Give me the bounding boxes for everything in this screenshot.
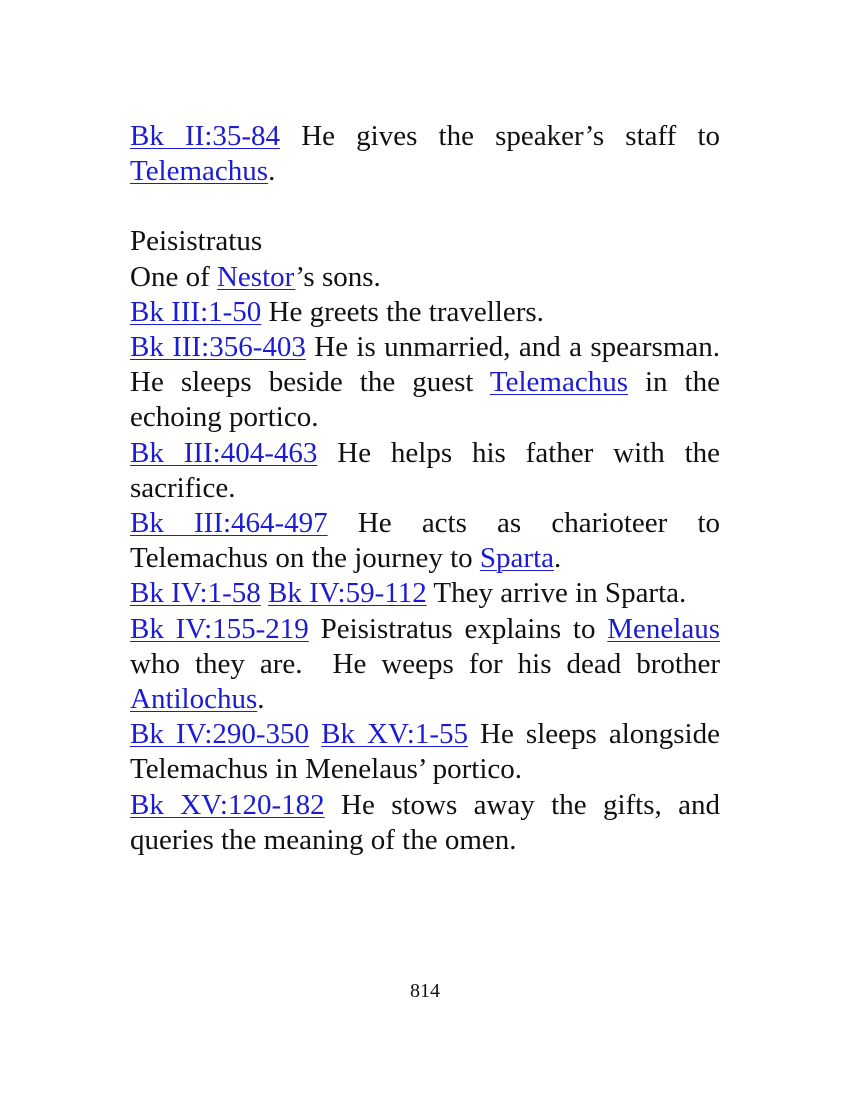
entry-text: .: [257, 683, 265, 716]
entry: [130, 436, 720, 506]
ref-link-bk3-464-497[interactable]: Bk III:464-497: [130, 507, 328, 540]
intro-line: [130, 260, 720, 295]
entry-top: [130, 119, 720, 189]
page-body: [130, 119, 728, 858]
entry: [130, 576, 720, 611]
entry-text: Peisistratus explains to: [308, 612, 608, 645]
ref-link-bk2-35-84[interactable]: Bk II:35-84: [130, 120, 281, 152]
ref-link-bk4-155-219[interactable]: Bk IV:155-219: [130, 612, 309, 645]
entry: [130, 330, 720, 436]
entry-text: They arrive in Sparta.: [426, 577, 687, 610]
entry-text: He sleeps alongside Telemachus in Menelaus’ portico.: [130, 718, 720, 786]
entry-text: He helps his father with the sacrifice.: [130, 436, 720, 504]
ref-link-bk3-1-50[interactable]: Bk III:1-50: [130, 295, 262, 328]
entry: [130, 295, 720, 330]
entry-text: He stows away the gifts, and queries the meaning of the omen.: [130, 788, 720, 856]
link-sparta[interactable]: Sparta: [479, 542, 554, 575]
entry-text: .: [268, 155, 276, 188]
entry: [130, 717, 720, 787]
entry-text: .: [554, 542, 562, 575]
entry: [130, 506, 720, 576]
entry-text: He greets the travellers.: [261, 295, 544, 328]
intro-text: ’s sons.: [295, 260, 381, 293]
link-menelaus[interactable]: Menelaus: [607, 612, 720, 645]
ref-link-bk3-404-463[interactable]: Bk III:404-463: [130, 436, 318, 469]
ref-link-bk4-59-112[interactable]: Bk IV:59-112: [268, 577, 427, 610]
page-number: 814: [410, 980, 440, 1002]
link-telemachus[interactable]: Telemachus: [489, 366, 628, 399]
intro-text: One of: [130, 260, 217, 293]
ref-link-bk15-120-182[interactable]: Bk XV:120-182: [130, 788, 325, 821]
section-heading: Peisistratus: [130, 225, 263, 258]
paragraph-gap: [130, 189, 720, 224]
entry-text: who they are. He weeps for his dead brother: [130, 612, 728, 680]
link-nestor[interactable]: Nestor: [216, 260, 296, 293]
ref-link-bk4-290-350[interactable]: Bk IV:290-350: [130, 718, 310, 751]
link-telemachus[interactable]: Telemachus: [130, 155, 269, 188]
entry: [130, 612, 728, 718]
entry-text: in the echoing portico.: [130, 366, 720, 434]
link-antilochus[interactable]: Antilochus: [130, 683, 258, 716]
entry: [130, 788, 720, 858]
entry-text: He acts as charioteer to Telemachus on the journey to: [130, 507, 720, 575]
entry-text: He gives the speaker’s staff to: [280, 120, 721, 152]
ref-link-bk15-1-55[interactable]: Bk XV:1-55: [321, 718, 468, 751]
ref-link-bk3-356-403[interactable]: Bk III:356-403: [130, 331, 306, 364]
entry-text: He is unmarried, and a spearsman. He sleeps beside the guest: [130, 331, 720, 399]
ref-link-bk4-1-58[interactable]: Bk IV:1-58: [130, 577, 261, 610]
